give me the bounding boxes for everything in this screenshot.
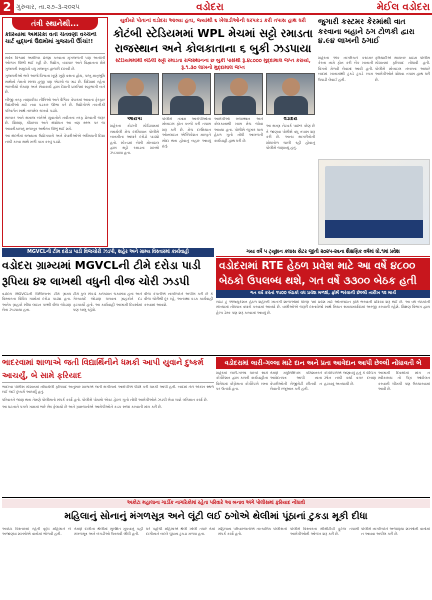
bhadarva-body	[2, 385, 214, 496]
corporator-body	[216, 371, 430, 496]
editorial-paragraph: બીજી તરફ નાણાકીય નીતિઓ અને વૈશ્વિક વેપારમાં આવતા ફેરફાર ઉદ્યમીઓ માટે નવા પડકાર ઊભા કરે છે. ઉદ્યોગોએ તકનીકી પરિવર્તન સાથે તાલમેલ રાખવો પડશે.	[5, 97, 105, 113]
mgvcl-column: વડોદરા MGVCLની વિજિલન્સ ટીમે ગ્રામ્ય વિસ્તારના વિવિધ ગામોમાં દરોડા પાડ્યા હતા. અનેક ગ્રાહકો સીધા લાઇન પરથી વીજ જોડાણ લેતા ઝડપાયા હતા.	[2, 292, 71, 313]
accused-photo	[214, 73, 263, 115]
bottom-story-column: પોલીસે નાગરિકોને અજાણ્યા શખ્સોની વાતોમાં ન આવવા અપીલ કરી છે.	[361, 527, 430, 537]
mgvcl-body	[2, 292, 214, 354]
byline: વડોદરા	[283, 117, 298, 122]
corporator-column: આગામી દિવસોમાં માંગ ન સ્વીકારાય તો ઉગ્ર આંદોલન કરવાની ચીમકી પણ ઉચ્ચારવામાં આવી છે.	[378, 371, 430, 392]
rte-stripe: ગત વર્ષે કરતાં ૧૫૦૦ બેઠકો વધ પ્રવેશ મળશે, ફોર્મ ભરવાની છેલ્લી તારીખ ૧૨ માર્ચ	[216, 290, 430, 298]
mgvcl-column: ટીમે કુલ સેંકડો કનેક્શન ચકાસ્યા હતા અને ગેરકાયદે જોડાણ ધરાવતા ગ્રાહકોને દંડ ફટકાર્યો હતો. આ કાર્યવાહી આગામી દિવસોમાં પણ ચાલુ રહેશે.	[73, 292, 142, 313]
top-story-kicker: યુવીયો પોતાનાં વડોદરા આવ્યા હતા, જ્યાંથી ૬ ખેલાડીઓની ધરપકડ કરી તપાસ હાથ ધરી	[120, 18, 306, 24]
section-divider	[2, 497, 430, 498]
mgvcl-column: વીજ કંપનીએ નાગરિકોને અપીલ કરી છે કે વીજ ચોરીથી દૂર રહે, અન્યથા કડક કાર્યવાહી કરવામાં આવશે.	[144, 292, 213, 307]
photo-caption: આરોપી	[127, 117, 142, 122]
mgvcl-banner: MGVCLની ટીમ દરોડા પાડી વિજચોરી ઝડપી, શહેર અને ગ્રામ્ય વિસ્તારમાં કાર્યવાહી	[2, 248, 214, 257]
top-story-headline: કોટંબી સ્ટેડિયમમાં WPL મેચમાં સટ્ટો રમાડતા રાજસ્થાન અને કોલકાતાના ૬ બુકી ઝડપાયા	[113, 27, 313, 55]
bottom-story-column: તેમણે દાગીના થેલીમાં સુરક્ષિત મૂકવાનું કહી મંગળસૂત્ર અને બંગડીઓ ઉતરાવી લીધી હતી.	[74, 527, 143, 537]
corporator-column: તેમણે મ્યુનિસિપલ કમિશનરને આવેદનપત્ર આપી નાના વેપારીઓની રોજીરોટી છીનવી ન લેવાની રજૂઆત કરી હતી.	[270, 371, 322, 392]
editorial-body	[5, 56, 105, 244]
corporator-column: કોર્પોરેટરોએ જણાવ્યું હતું કે વેન્ડિંગ ઝોન નક્કી કર્યા વગર દબાણ હટાવવું અન્યાયી છે.	[324, 371, 376, 386]
date-line: ગુરુવાર, તા.૨૭-૩-૨૦૨૫	[16, 3, 80, 11]
rte-headline: વડોદરામાં RTE હેઠળ પ્રવેશ માટે આ વર્ષે ૪૮૦૦ બેઠકો ઉપલબ્ધ થશે, ગત વર્ષે ૩૩૦૦ બેઠક હતી	[216, 258, 430, 290]
top-story-body	[110, 117, 316, 245]
accused-photo	[162, 73, 211, 115]
bottom-story-body	[2, 527, 430, 598]
bottom-story-headline: મહિલાનું સોનાનું મંગળસૂત્ર અને લૂંટી લઈ ઠગોએ થેલીમાં પૂંઠાનાં ટુકડા મૂકી દીધા	[64, 511, 368, 522]
editorial-paragraph: ગુજરાતીઓ ભલે આજે વિશ્વના ખૂણે ખૂણે વસતા હોય, પરંતુ માતૃભૂમિ સાથેનો તેમનો સંબંધ હજી પણ એટલો જ ગાઢ છે. વિદેશમાં રહેતા ભારતીયો રોકાણ અને સેવાકાર્ય દ્વારા દેશની પ્રગતિમાં સહભાગી બને છે.	[5, 74, 105, 95]
bottom-story-column: મહિલાના પરિવારજનોએ તાત્કાલિક પોલીસનો સંપર્ક કર્યો હતો.	[218, 527, 287, 537]
editorial-headline: કોરિયામાં અમેરિકા વતી ચેતવણી વચ્ચેની ચાર્ટ યુદ્ધનાં ઉદ્યમોમાં ગુજરાતી ઊંચાં!!	[5, 32, 105, 54]
corporator-headline: વડોદરામાં લારી-ગલ્લા માટે દાન અને પ્રતા આવેદાન આપી છેલ્લી નોંધાવતી બે	[216, 357, 430, 369]
fraud-story-headline: જુગારી કસ્ટમર કેરમાંથી વાત કરવાના બહાને ઠગ ટોળકી દ્વારા ૪.૯૪ લાખની ઠગાઈ	[318, 17, 415, 45]
bottom-story-column: ઘરે પહોંચી મહિલાએ થેલી ખોલી ત્યારે તેમાં દાગીનાને બદલે પૂંઠાના ટુકડા મળ્યા હતા.	[146, 527, 215, 537]
top-story-deck: સ્ટેડિયમમાંથી બેઠેલી સટ્ટો રમાડતા રાજસ્થાનના છ બુકી પાસેથી રૂ.૪૮૦૦૦ મુદ્દામાલ જપ્ત કરાયો, રૂ.૧.૩૦ લાખનો મુદ્દામાલ જપ્ત	[115, 58, 311, 71]
top-story-column: શહેરના કોટંબી સ્ટેડિયમમાં રમાયેલી મેચ દરમિયાન પોલીસે બાતમીના આધારે દરોડો પાડ્યો હતો. સ્ટેન્ડમાં બેસી મોબાઇલ દ્વારા સટ્ટો રમાડતા શખ્સો ઝડપાયા હતા.	[110, 124, 159, 156]
bhadarva-paragraph: પરિવારને જાણ થતા તેમણે પોલીસનો સંપર્ક કર્યો હતો. પોલીસે પોક્સો એક્ટ હેઠળ ગુનો નોંધી આરોપીઓને ઝડપી લેવા ચક્રો ગતિમાન કર્યા છે.	[2, 397, 208, 402]
editorial-paragraph: સરકાર અને સમાજ બંનેએ યુવાનોને નવીનતા તરફ પ્રેરવાની જરૂર છે. શિક્ષણ, કૌશલ્ય અને સંશોધન આ ત્રણ સ્તંભ પર જ આવતીકાલનું મજબૂત અર્થતંત્ર ઊભું થઈ શકે.	[5, 116, 105, 131]
bottom-story-kicker: અકોટા મહાલાના ગાર્ડીક નાગરિકોમાં રહેતા પરિવારે આ બનાવ અંગે પોલીસમાં ફરિયાદ નોંધાવી	[2, 499, 430, 508]
bottom-story-column: અકોટા વિસ્તારમાં રહેતી વૃદ્ધ મહિલાને બે અજાણ્યા શખ્સોએ વાતોમાં ભોળવી હતી.	[2, 527, 71, 537]
top-story-column: આરોપીઓ રાજસ્થાન અને કોલકાતાથી ખાસ મેચ જોવા આવ્યા હતા. પોલીસે જુગાર ધારા હેઠળ ગુનો નોંધી આગળની કાર્યવાહી હાથ ધરી છે.	[214, 117, 263, 143]
fraud-story-column: ફરિયાદીએ સાયબર ક્રાઇમ પોલીસ સ્ટેશનમાં ફરિયાદ નોંધાવી હતી. પોલીસે મોબાઇલ નંબરના આધારે આરોપીઓને શોધવા તપાસ હાથ ધરી છે.	[375, 56, 430, 82]
accused-photo-strip	[110, 73, 316, 115]
top-story-column: પોલીસે તમામ આરોપીઓના મોબાઇલ ફોન કબ્જે કરી તપાસ શરૂ કરી છે. મેચ દરમિયાન ઓનલાઇન એપ્લિકેશન મારફતે સોદા થતા હોવાનું બહાર આવ્યું હતું.	[162, 117, 211, 149]
editorial-paragraph: સર્વત્ર વિશ્વમાં અમેરિકા પ્રેરણા કરવાના મૃગજળની પણ અનોખી ઓળખ ઊભી થઈ રહી છે. ઉદ્યોગ, વ્યાપાર અને વિજ્ઞાનના ક્ષેત્રે ગુજરાતી સમુદાયે વધુ મજબૂત હાજરી દાખવી છે.	[5, 56, 105, 71]
bottom-story-column: પોલીસે વિસ્તારના સીસીટીવી ફૂટેજ તપાસી આરોપીઓની ઓળખ શરૂ કરી છે.	[290, 527, 359, 537]
editorial-paragraph: આ સંદર્ભમાં રાજ્યના ઉદ્યોગકારો અને વેપારીઓએ ભવિષ્યની દિશા નક્કી કરવા સાથે મળી કામ કરવું પડશે.	[5, 134, 105, 144]
fraud-story-body	[318, 56, 430, 158]
bhadarva-paragraph: ભાદરવા પોલીસ સ્ટેશનમાં નોંધાયેલી ફરિયાદ અનુસાર શાળાએ જતી સગીરાનો આરોપીએ પીછો કરી ધમકી આપી હતી. બાદમાં તેને એકાંત સ્થળે લઈ જઈ દુષ્કર્મ આચર્યું હતું.	[2, 385, 214, 395]
corporator-column: શહેરમાં લારી-ગલ્લા ધારકો સામે કોર્પોરેશન દ્વારા કરાતી કાર્યવાહીના વિરોધમાં કોંગ્રેસના કોર્પોરેટરો રસ્તા પર ઉતર્યા હતા.	[216, 371, 268, 392]
bhadarva-paragraph: આ ઘટનાને પગલે ગામમાં ભારે રોષ ફેલાયો છે અને ગ્રામજનોએ આરોપીઓને કડક સજા કરવાની માંગ કરી છે.	[2, 405, 163, 410]
page-number: 2	[0, 0, 14, 15]
fraud-story-column: શહેરના એક નાગરિકને કસ્ટમર કેરના નામે ફોન કરી બેંક ખાતાની વિગતો મેળવી લેવામાં આવી હતી. બાદમાં ખાતામાંથી ટુકડે ટુકડે રકમ ઉપાડી લેવાઈ હતી.	[318, 56, 373, 82]
accused-photo	[266, 73, 315, 115]
rte-banner: ગયા વર્ષે ૫ ટ્યૂશન ક્લાસ સેટર જીતી ૨૦૨૫-૨૬ના શૈક્ષણિક વર્ષમાં ધો.૧માં પ્રવેશ	[216, 248, 430, 257]
accused-photo	[110, 73, 159, 115]
advertisement-image	[318, 159, 430, 245]
brand-logo: મેઈલ વડોદરા	[376, 2, 430, 13]
editorial-tag: તંત્રી સ્થાનેથી...	[12, 18, 98, 30]
section-divider	[2, 355, 430, 356]
mgvcl-headline: વડોદરા ગ્રામ્યમાં MGVCLની ટીમે દરોડા પાડી રૂપિયા ૪૨ લાખથી વધુની વીજ ચોરી ઝડપી	[2, 259, 201, 288]
bhadarva-headline: ભાદરવામાં શાળાએ જતી વિદ્યાર્થિનીને ધમકી આપી યુવાને દુષ્કર્મ આચર્યું, બે સામે ફરિયાદ	[2, 357, 214, 383]
top-story-column: આ સમગ્ર નેટવર્ક પાછળ કોણ છે તે જાણવા પોલીસે વધુ તપાસ શરૂ કરી છે. અન્ય સાગરીતોની શોધખોળ ચાલી રહી હોવાનું પોલીસે જણાવ્યું હતું.	[266, 124, 315, 151]
rte-body: રાઇટ ટુ એજ્યુકેશન હેઠળ શહેરની ખાનગી શાળાઓમાં ધોરણ ૧માં પ્રવેશ માટે ઓનલાઇન ફોર્મ ભરવાની પ્રક્રિયા શરૂ થઈ છે. આ વર્ષે બેઠકોની સંખ્યામાં નોંધપાત્ર વધારો કરવામાં આવ્યો છે. વાલીઓએ જરૂરી દસ્તાવેજો સાથે નિયત સમયમર્યાદામાં અરજી કરવાની રહેશે. શિક્ષણ વિભાગ દ્વારા હેલ્પ ડેસ્ક પણ શરૂ કરવામાં આવ્યું છે.	[216, 300, 430, 315]
city-name: વડોદરા	[196, 2, 224, 13]
